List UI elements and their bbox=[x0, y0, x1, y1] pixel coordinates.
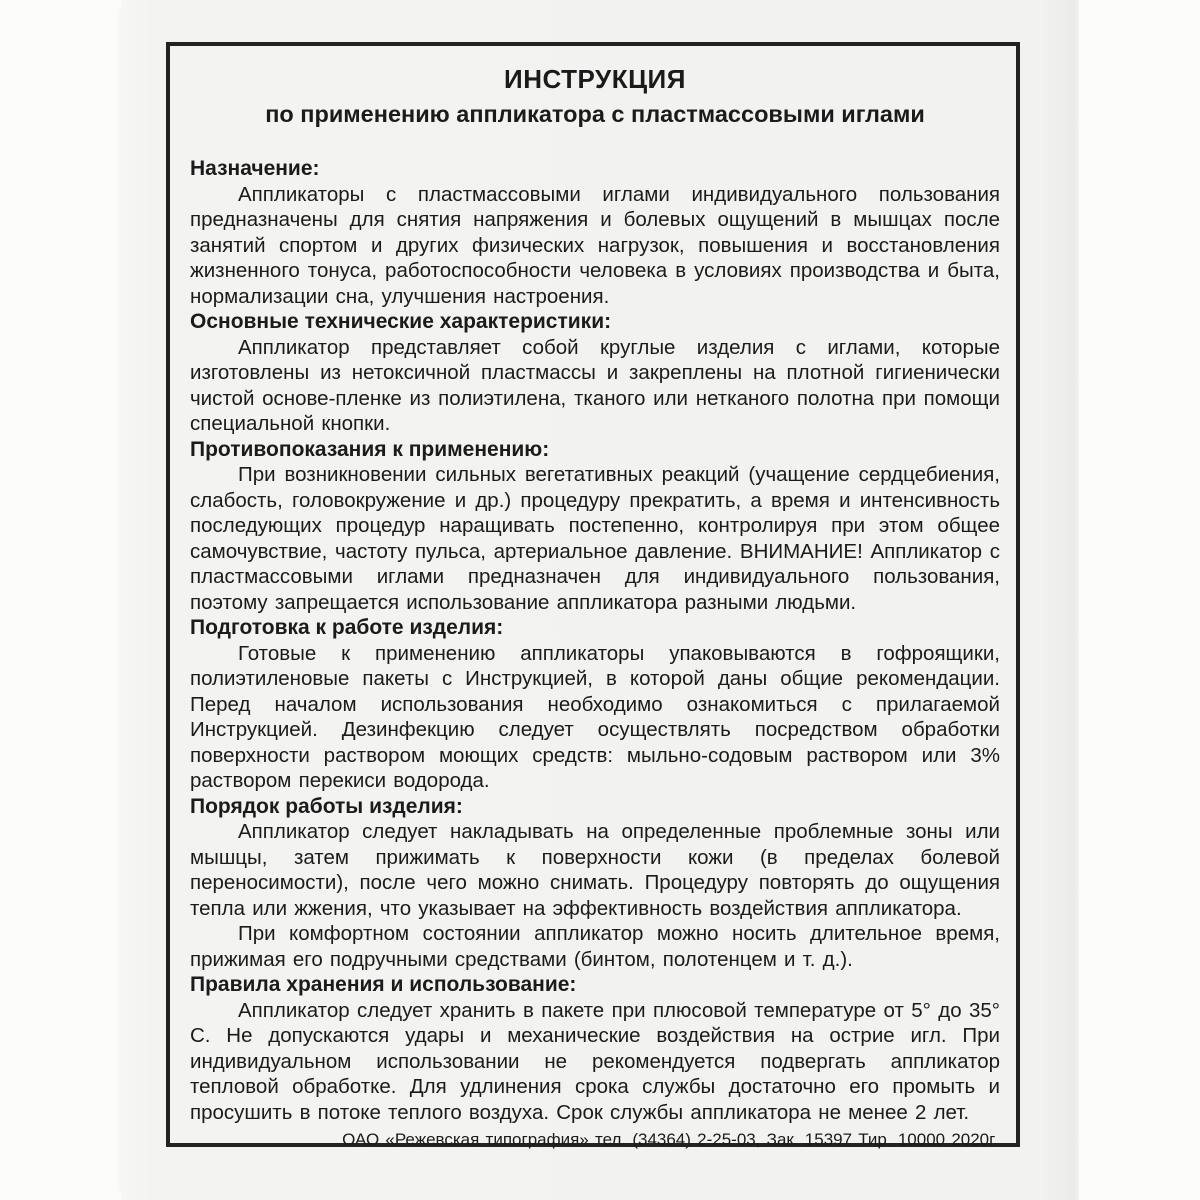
section-purpose bbox=[190, 156, 1000, 309]
section-paragraph: Аппликатор представляет собой круглые изделия с иглами, которые изготовлены из нетоксичной пластмассы и закреплены на плотной гигиенически чистой основе-пленке из полиэтилена, тканого или нетканого полотна при помощи специальной кнопки. bbox=[190, 335, 1000, 435]
document-subtitle: по применению аппликатора с пластмассовыми иглами bbox=[265, 101, 925, 127]
section-technical-characteristics bbox=[190, 309, 1000, 437]
publisher-imprint: ОАО «Режевская типография» тел. (34364) 2-25-03, Зак. 15397 Тир. 10000 2020г. bbox=[342, 1130, 998, 1149]
section-paragraph: Аппликатор следует хранить в пакете при плюсовой температуре от 5° до 35° С. Не допускаются удары и механические воздействия на острие игл. При индивидуальном использовании не рекомендуется подвергать аппликатор тепловой обработке. Для удлинения срока службы достаточно его промыть и просушить в потоке теплого воздуха. Срок службы аппликатора не менее 2 лет. bbox=[190, 998, 1000, 1124]
section-heading-technical: Основные технические характеристики: bbox=[190, 310, 612, 333]
section-contraindications bbox=[190, 437, 1000, 616]
section-heading-purpose: Назначение: bbox=[190, 157, 320, 180]
section-paragraph: При комфортном состоянии аппликатор можно носить длительное время, прижимая его подручными средствами (бинтом, полотенцем и т. д.). bbox=[190, 922, 1000, 971]
section-heading-contraindications: Противопоказания к применению: bbox=[190, 437, 550, 461]
section-preparation bbox=[190, 615, 1000, 794]
instruction-frame bbox=[166, 42, 1020, 1147]
section-paragraph: Аппликаторы с пластмассовыми иглами индивидуального пользования предназначены для снятия напряжения и болевых ощущений в мышцах после занятий спортом и других физических нагрузок, повышения и восстановления жизненного тонуса, работоспособности человека в условиях производства и быта, нормализации сна, улучшения настроения. bbox=[190, 182, 1000, 308]
section-heading-preparation: Подготовка к работе изделия: bbox=[190, 616, 504, 639]
section-heading-operation: Порядок работы изделия: bbox=[190, 794, 463, 818]
paper-sheet bbox=[122, 0, 1079, 1200]
section-operation bbox=[190, 794, 1000, 973]
section-storage-rules bbox=[190, 972, 1000, 1125]
section-heading-storage: Правила хранения и использование: bbox=[190, 973, 577, 996]
document-title: ИНСТРУКЦИЯ bbox=[504, 64, 686, 94]
section-paragraph: При возникновении сильных вегетативных реакций (учащение сердцебиения, слабость, головокружение и др.) процедуру прекратить, а время и интенсивность последующих процедур наращивать постепенно, контролируя при этом общее самочувствие, частоту пульса, артериальное давление. ВНИМАНИЕ! Аппликатор с пластмассовыми иглами предназначен для индивидуального пользования, поэтому запрещается использование аппликатора разными людьми. bbox=[190, 463, 1000, 614]
section-paragraph: Готовые к применению аппликаторы упаковываются в гофроящики, полиэтиленовые пакеты с Инструкцией, в которой даны общие рекомендации. Перед началом использования необходимо ознакомиться с прилагаемой Инструкцией. Дезинфекцию следует осуществлять посредством обработки поверхности раствором моющих средств: мыльно-содовым раствором или 3% раствором перекиси водорода. bbox=[190, 641, 1000, 792]
section-paragraph: Аппликатор следует накладывать на определенные проблемные зоны или мышцы, затем прижимать к поверхности кожи (в пределах болевой переносимости), после чего можно снимать. Процедуру повторять до ощущения тепла или жжения, что указывает на эффективность воздействия аппликатора. bbox=[190, 820, 1000, 920]
